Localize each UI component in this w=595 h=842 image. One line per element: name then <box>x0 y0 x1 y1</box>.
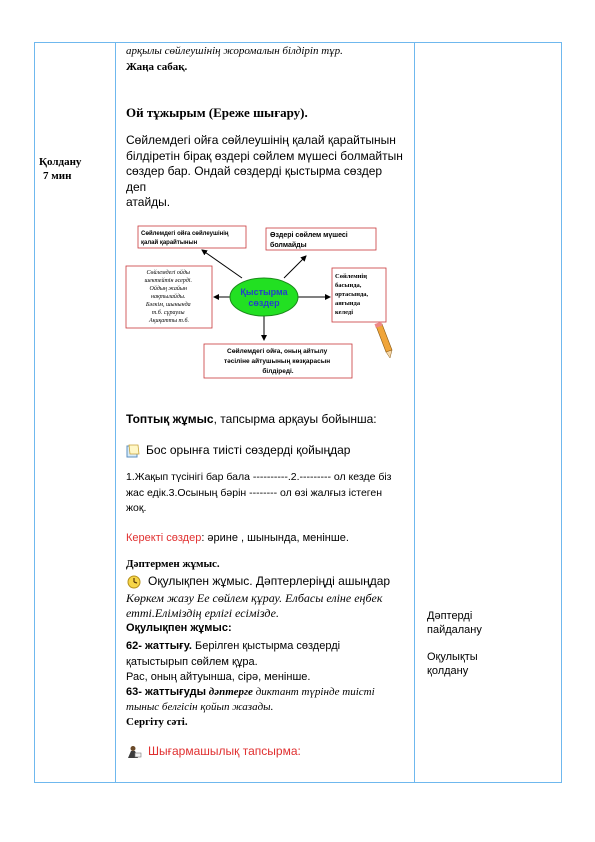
calligraphy-text <box>126 591 382 621</box>
clock-icon <box>126 575 142 589</box>
concept-diagram <box>124 222 398 382</box>
needed-words-label: Керекті сөздер <box>126 532 202 544</box>
box-right-text: Сөйлемнің басында, ортасында, аяғында келеді <box>335 273 369 316</box>
rule-paragraph <box>126 133 404 211</box>
group-work-text: , тапсырма арқауы бойынша: <box>213 412 377 426</box>
notebook-work-heading: Дәптермен жұмыс. <box>126 558 220 570</box>
resource-line: пайдалану <box>427 624 482 636</box>
creative-task-line <box>126 744 301 759</box>
box-top-right-text: Өздері сөйлем мүшесі болмайды <box>270 232 348 249</box>
textbook-notebook-line <box>126 574 390 589</box>
ex63-line <box>126 686 375 698</box>
ex63-line2: тыныс белгісін қойып жазады. <box>126 701 274 713</box>
stage-title: Қолдану <box>39 156 82 168</box>
stage-column <box>39 155 115 183</box>
box-left-text: Сөйлемдегі ойды шектейтін әсерді. Ойдың жайын нақтылайды. Бәлкім, шынында т.б. сұраулы Ақиқатты т.б. <box>144 270 192 324</box>
resource-line: Оқулықты <box>427 651 478 663</box>
needed-words-line <box>126 532 349 544</box>
ex62-line <box>126 640 340 652</box>
resource-line: Дәптерді <box>427 610 473 622</box>
group-work-label: Топтық жұмыс <box>126 412 214 426</box>
conclusion-heading: Ой тұжырым (Ереже шығару). <box>126 105 308 120</box>
refresh-heading: Сергіту сәті. <box>126 716 188 728</box>
stage-time: 7 мин <box>43 170 72 182</box>
center-label: Қыстырма <box>240 287 288 297</box>
rule-line: Сөйлемдегі ойға сөйлеушінің қалай қарайтынын <box>126 133 396 147</box>
center-label: сөздер <box>248 298 280 308</box>
ex62-label: 62- жаттығу. <box>126 640 192 652</box>
pencil-icon <box>374 322 392 358</box>
group-work-line <box>126 412 377 426</box>
exercise-text <box>126 470 404 517</box>
fill-task-text: Бос орынға тиісті сөздерді қойыңдар <box>146 443 351 457</box>
ex62-text: Берілген қыстырма сөздерді <box>191 640 341 652</box>
reader-icon <box>126 745 142 759</box>
needed-words-list: : әрине , шынында, менінше. <box>201 532 349 544</box>
intro-line: арқылы сөйлеушінің жоромалын білдіріп тұр. <box>126 45 343 57</box>
ex63-label: 63- жаттығуды <box>126 686 206 698</box>
textbook-work-heading: Оқулықпен жұмыс: <box>126 622 232 634</box>
rule-line: атайды. <box>126 195 171 209</box>
note-icon <box>126 444 140 458</box>
exercise-line: жас едік.3.Осының бәрін -------- ол өзі жалғыз істеген <box>126 486 383 499</box>
center-ellipse <box>230 278 298 316</box>
ex62-line3: Рас, оның айтуынша, сірә, менінше. <box>126 671 311 683</box>
exercise-line: жоқ. <box>126 502 147 514</box>
creative-task-text: Шығармашылық тапсырма: <box>148 744 301 758</box>
ex63-notebook: дәптерге <box>205 686 253 698</box>
fill-task-line <box>126 443 350 458</box>
exercise-line: 1.Жақып түсінігі бар бала ----------.2.--------- ол кезде біз <box>126 471 392 483</box>
calligraphy-line: Көркем жазу Ее сөйлем құрау. Елбасы еліне еңбек <box>126 591 383 605</box>
resources-column <box>427 609 557 678</box>
column-divider <box>115 43 116 782</box>
ex62-line2: қатыстырып сөйлем құра. <box>126 656 258 668</box>
textbook-notebook-text: Оқулықпен жұмыс. Дәптерлеріңді ашыңдар <box>148 574 391 588</box>
arrow-top-right <box>284 256 306 278</box>
rule-line: білдіретін бірақ өздері сөйлем мүшесі болмайтын <box>126 148 403 163</box>
resource-line: қолдану <box>427 665 469 677</box>
box-bottom-text: Сөйлемдегі ойға, оның айтылу тәсіліне айтушының көзқарасын білдіреді. <box>223 348 331 375</box>
calligraphy-line: етті.Еліміздің ерлігі есімізде. <box>126 606 279 620</box>
column-divider <box>414 43 415 782</box>
new-lesson-heading: Жаңа сабақ. <box>126 61 188 73</box>
ex63-text: диктант түрінде тиісті <box>252 686 375 698</box>
rule-line: сөздер бар. Ондай сөздерді қыстырма сөздер деп <box>126 164 383 194</box>
box-top-left-text: Сөйлемдегі ойға сөйлеушінің қалай қарайтынын <box>141 231 229 246</box>
